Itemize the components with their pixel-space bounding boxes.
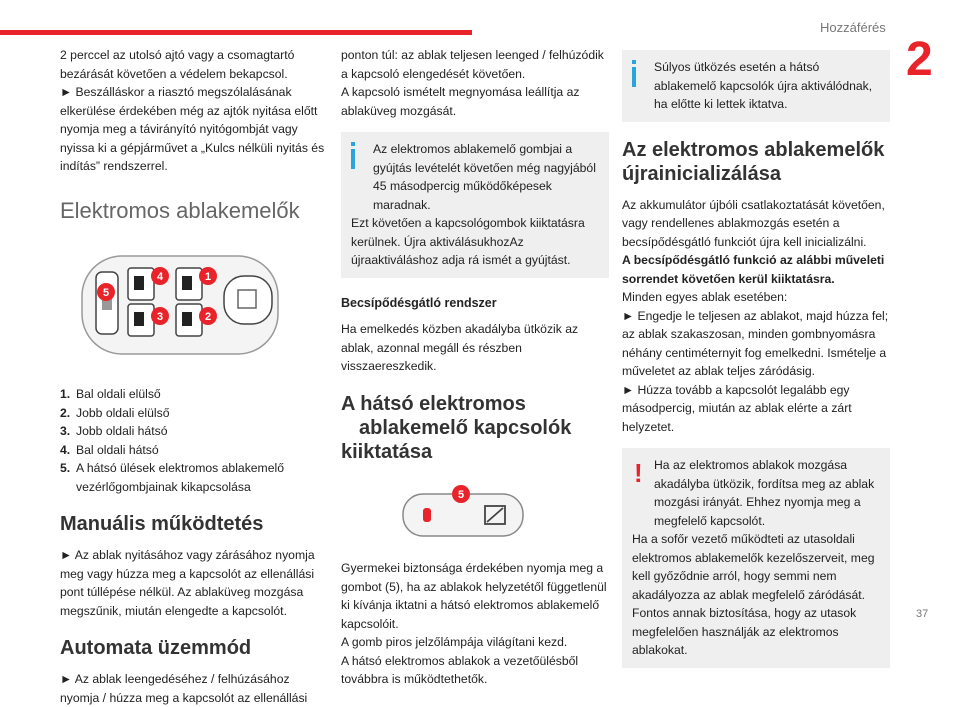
auto-paragraph-2: A kapcsoló ismételt megnyomása leállítja az ablaküveg mozgását. <box>341 85 580 118</box>
step-2: ► Húzza tovább a kapcsolót legalább egy másodpercig, miután az ablak elérte a zárt helyzetet. <box>622 382 852 434</box>
info-icon <box>632 60 636 88</box>
subheading-anti-pinch: Becsípődésgátló rendszer <box>341 295 497 310</box>
chapter-number: 2 <box>906 33 933 86</box>
callout-5: 5 <box>457 488 465 501</box>
list-item: 2. Jobb oldali elülső <box>60 405 170 420</box>
list-item: 3. Jobb oldali hátsó <box>60 424 168 438</box>
child-safety-paragraph-3: A hátsó elektromos ablakok a vezetőülésből továbbra is működtethetők. <box>341 653 579 686</box>
list-item: 5. A hátsó ülések elektromos ablakemelő vezérlőgombjainak kikapcsolása <box>60 461 284 494</box>
each-window-label: Minden egyes ablak esetében: <box>622 290 788 304</box>
info-note <box>341 132 609 278</box>
warning-note-text-2: Ha a sofőr vezető működteti az utasoldali elektromos ablakemelők kezelőszerveit, meg kell győződnie arról, hogy semmi nem akadályozza az ablak megfelelő záródását. Fontos annak biztosítása, hogy az utasok megfelelően használják az elektromos ablakokat. <box>632 532 875 657</box>
callout-5: 5 <box>102 286 110 299</box>
intro-paragraph: 2 perccel az utolsó ajtó vagy a csomagtartó bezárását követően a védelem bekapcsol. <box>60 48 295 81</box>
section-title: Hozzáférés <box>820 20 886 35</box>
info-note-text: Az elektromos ablakemelő gombjai a gyújtás levételét követően még nagyjából 45 másodpercig működőképesek maradnak. <box>373 142 596 212</box>
warning-note <box>622 448 890 668</box>
callout-2: 2 <box>204 310 212 323</box>
column-1 <box>60 46 328 707</box>
section-heading-reinit: Az elektromos ablakemelők újrainicializálása <box>622 138 885 185</box>
info-icon <box>351 142 355 170</box>
section-heading-rear-disable: A hátsó elektromos ablakemelő kapcsolók kiiktatása <box>341 392 572 463</box>
child-safety-paragraph: Gyermekei biztonsága érdekében nyomja meg a gombot (5), ha az ablakok helyzetétől függetlenül ki kívánja iktatni a hátsó elektromos ablakemelő kapcsolóit. <box>341 561 607 631</box>
child-lock-switch-illustration <box>401 484 525 540</box>
window-switch-panel-illustration <box>80 254 280 356</box>
switch-legend-list <box>60 385 328 496</box>
auto-paragraph: ► Az ablak leengedéséhez / felhúzásához nyomja / húzza meg a kapcsolót az ellenállási <box>60 672 308 705</box>
callout-3: 3 <box>156 310 164 323</box>
manual-paragraph: ► Az ablak nyitásához vagy zárásához nyomja meg vagy húzza meg a kapcsolót az ellenállási pont túllépése nélkül. Az ablaküveg mozgása megszűnik, miután elengedte a kapcsolót. <box>60 548 315 618</box>
anti-pinch-paragraph: Ha emelkedés közben akadályba ütközik az ablak, azonnal megáll és részben visszaereszkedik. <box>341 322 579 373</box>
column-3 <box>622 46 890 684</box>
callout-4: 4 <box>156 270 164 283</box>
step-1: ► Engedje le teljesen az ablakot, majd húzza fel; az ablak szakaszosan, minden gombnyomásra néhány centiméternyit fog emelkedni. Ismételje a műveletet az ablak teljes záródásig. <box>622 308 889 378</box>
page-number: 37 <box>916 608 929 620</box>
child-safety-paragraph-2: A gomb piros jelzőlámpája világítani kezd. <box>341 635 568 649</box>
warning-note-text: Ha az elektromos ablakok mozgása akadályba ütközik, fordítsa meg az ablak mozgási irányát. Ehhez nyomja meg a megfelelő kapcsolót. <box>654 458 875 528</box>
header-accent-bar <box>0 30 472 35</box>
section-heading-power-windows: Elektromos ablakemelők <box>60 197 300 223</box>
column-2 <box>341 46 609 689</box>
info-note-text-2: Ezt követően a kapcsológombok kiiktatásra kerülnek. Újra aktiválásukhozAz újraaktiváláshoz adja rá ismét a gyújtást. <box>351 216 585 267</box>
info-note <box>622 50 890 122</box>
reinit-paragraph: Az akkumulátor újbóli csatlakoztatását követően, vagy rendellenes ablakmozgás esetén a becsípődésgátló funkciót újra kell inicializálni. <box>622 197 885 249</box>
list-item: 1. Bal oldali elülső <box>60 387 161 401</box>
auto-paragraph-continued: ponton túl: az ablak teljesen leenged / felhúzódik a kapcsoló elengedését követően. <box>341 48 604 81</box>
info-note-text: Súlyos ütközés esetén a hátsó ablakemelő kapcsolók újra aktiválódnak, ha előtte ki lettek iktatva. <box>654 60 873 111</box>
callout-1: 1 <box>204 270 212 283</box>
intro-paragraph-2: ► Beszálláskor a riasztó megszólalásának elkerülése érdekében még az ajtók nyitása előtt nyomja meg a távirányító nyitógombját vagy nyissa ki a gépjárművet a „Kulcs nélküli nyitás és indítás” rendszerrel. <box>60 85 325 173</box>
reinit-bold-paragraph: A becsípődésgátló funkció az alábbi műveleti sorrendet követően kerül kiiktatásra. <box>622 253 885 286</box>
warning-icon: ! <box>634 458 643 488</box>
section-heading-auto: Automata üzemmód <box>60 637 252 659</box>
section-heading-manual: Manuális működtetés <box>60 513 264 535</box>
list-item: 4. Bal oldali hátsó <box>60 442 159 457</box>
